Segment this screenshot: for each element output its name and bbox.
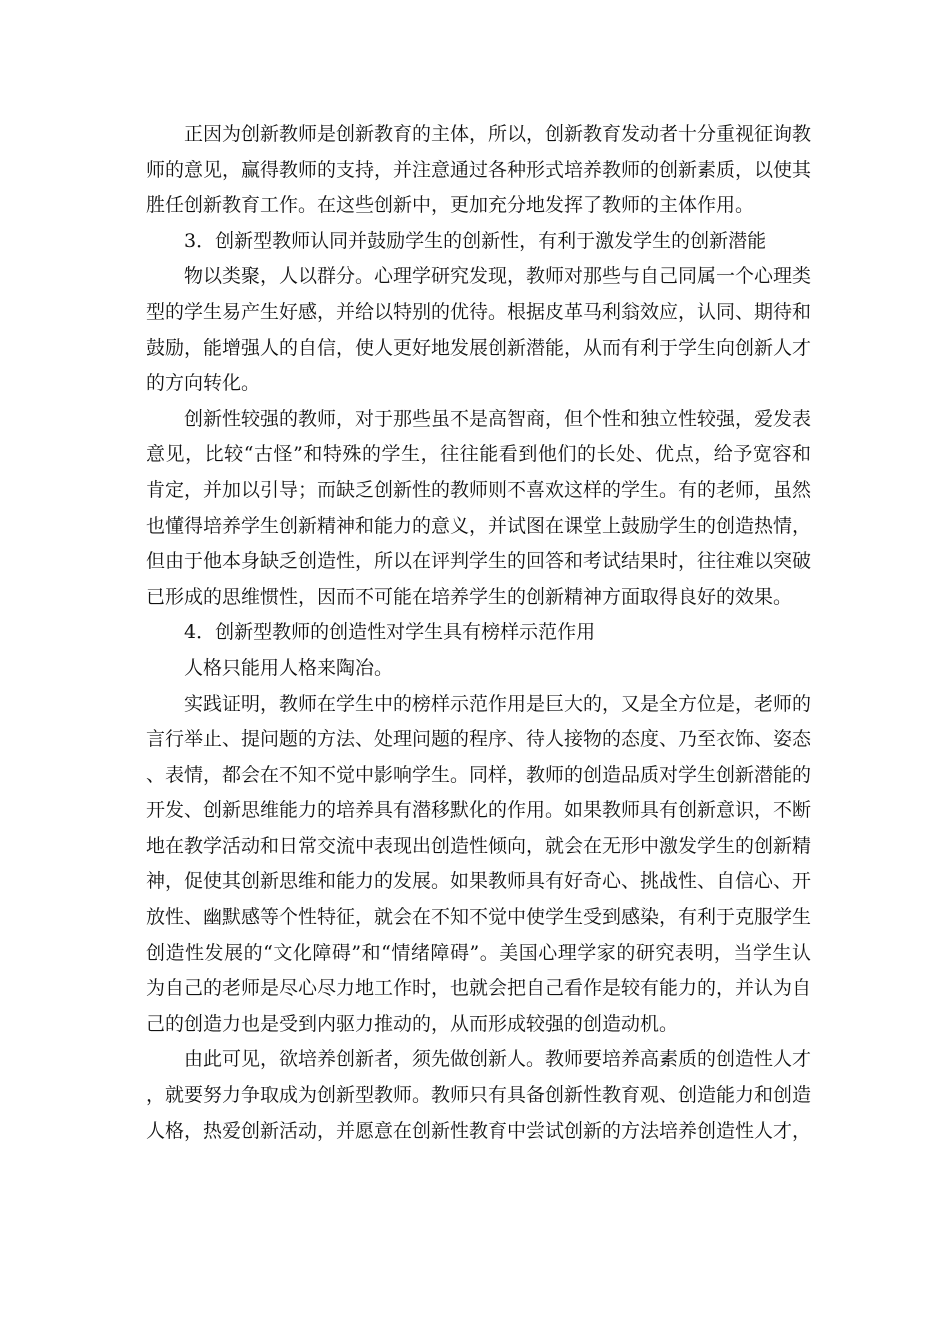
paragraph-practice-proves: 实践证明，教师在学生中的榜样示范作用是巨大的，又是全方位是，老师的言行举止、提问题的方法、处理问题的程序、待人接物的态度、乃至衣饰、姿态、表情，都会在不知不觉中影响学生。同样，教师的创造品质对学生创新潜能的开发、创新思维能力的培养具有潜移默化的作用。如果教师具有创新意识，不断地在教学活动和日常交流中表现出创造性倾向，就会在无形中激发学生的创新精神，促使其创新思维和能力的发展。如果教师具有好奇心、挑战性、自信心、开放性、幽默感等个性特征，就会在不知不觉中使学生受到感染，有利于克服学生创造性发展的“文化障碍”和“情绪障碍”。美国心理学家的研究表明，当学生认为自己的老师是尽心尽力地工作时，也就会把自己看作是较有能力的，并认为自己的创造力也是受到内驱力推动的，从而形成较强的创造动机。 bbox=[146, 692, 812, 1035]
section-heading-3: 3．创新型教师认同并鼓励学生的创新性，有利于激发学生的创新潜能 bbox=[184, 229, 767, 252]
paragraph-teacher-subject: 正因为创新教师是创新教育的主体，所以，创新教育发动者十分重视征询教师的意见，赢得教师的支持，并注意通过各种形式培养教师的创新素质，以使其胜任创新教育工作。在这些创新中，更加充分地发挥了教师的主体作用。 bbox=[146, 123, 812, 217]
paragraph-personality: 人格只能用人格来陶冶。 bbox=[184, 656, 394, 679]
paragraph-birds-of-a-feather: 物以类聚，人以群分。心理学研究发现，教师对那些与自己同属一个心理类型的学生易产生好感，并给以特别的优待。根据皮革马利翁效应，认同、期待和鼓励，能增强人的自信，使人更好地发展创新潜能，从而有利于学生向创新人才的方向转化。 bbox=[146, 265, 812, 395]
document-page bbox=[146, 117, 811, 1149]
paragraph-conclusion: 由此可见，欲培养创新者，须先做创新人。教师要培养高素质的创造性人才，就要努力争取成为创新型教师。教师只有具备创新性教育观、创造能力和创造人格，热爱创新活动，并愿意在创新性教育中尝试创新的方法培养创造性人才， bbox=[146, 1048, 812, 1142]
section-heading-4: 4．创新型教师的创造性对学生具有榜样示范作用 bbox=[184, 621, 596, 644]
paragraph-creative-teachers: 创新性较强的教师，对于那些虽不是高智商，但个性和独立性较强，爱发表意见，比较“古怪”和特殊的学生，往往能看到他们的长处、优点，给予宽容和肯定，并加以引导；而缺乏创新性的教师则不喜欢这样的学生。有的老师，虽然也懂得培养学生创新精神和能力的意义，并试图在课堂上鼓励学生的创造热情，但由于他本身缺乏创造性，所以在评判学生的回答和考试结果时，往往难以突破已形成的思维惯性，因而不可能在培养学生的创新精神方面取得良好的效果。 bbox=[146, 407, 812, 608]
